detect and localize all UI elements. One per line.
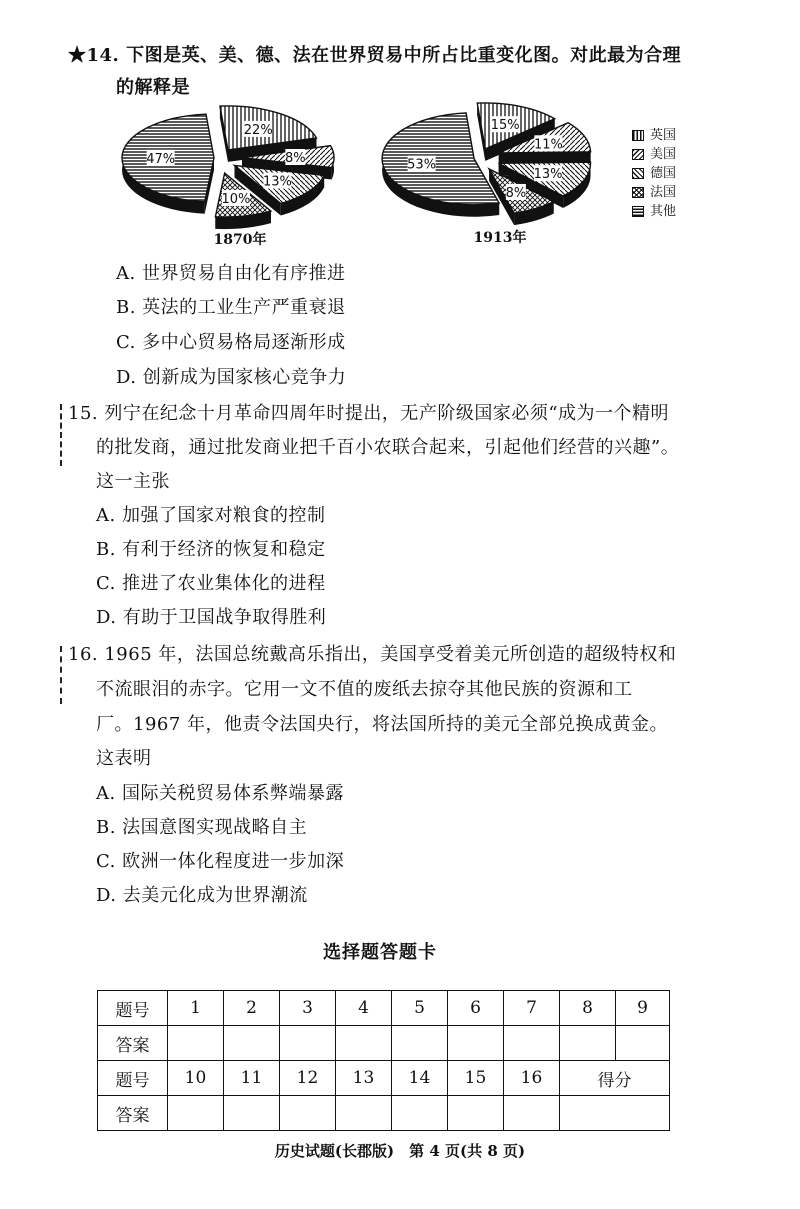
row-header-num: 题号 — [98, 1061, 168, 1096]
q-num-cell: 11 — [224, 1061, 280, 1096]
pie-1870 — [122, 106, 334, 229]
answer-cell[interactable] — [280, 1096, 336, 1131]
q-num-cell: 16 — [504, 1061, 560, 1096]
legend-item-de — [632, 164, 676, 183]
page-footer: 历史试题(长郡版) 第 4 页(共 8 页) — [274, 1142, 526, 1160]
row-header-answer: 答案 — [98, 1096, 168, 1131]
q16-stem-line2: 不流眼泪的赤字。它用一文不值的废纸去掠夺其他民族的资源和工 — [96, 679, 633, 700]
answer-cell[interactable] — [224, 1026, 280, 1061]
answer-row-nums-2 — [98, 1061, 670, 1096]
q14-stem-line1: ★14. 下图是英、美、德、法在世界贸易中所占比重变化图。对此最为合理 — [68, 45, 682, 66]
answer-cell[interactable] — [448, 1096, 504, 1131]
pie-0-label-other: 47% — [146, 151, 176, 167]
q16-option-b: B. 法国意图实现战略自主 — [96, 817, 308, 838]
q16-option-d: D. 去美元化成为世界潮流 — [96, 885, 308, 906]
q-num-cell: 5 — [392, 991, 448, 1026]
pie-1870-title: 1870年 — [213, 232, 267, 248]
answer-cell[interactable] — [504, 1096, 560, 1131]
q15-stem-line1: 15. 列宁在纪念十月革命四周年时提出，无产阶级国家必须“成为一个精明 — [68, 403, 670, 424]
answer-cell[interactable] — [336, 1026, 392, 1061]
pie-0-label-de: 13% — [262, 174, 292, 190]
legend-label-de: 德国 — [650, 166, 677, 181]
q16-stem-line4: 这表明 — [96, 748, 152, 769]
q14-option-b: B. 英法的工业生产严重衰退 — [116, 297, 346, 318]
q15-stem-line2: 的批发商，通过批发商业把千百小农联合起来，引起他们经营的兴趣”。 — [96, 437, 680, 458]
answer-row-nums-1 — [98, 991, 670, 1026]
legend-swatch-other — [632, 206, 644, 217]
q-num-cell: 3 — [280, 991, 336, 1026]
q15-option-c: C. 推进了农业集体化的进程 — [96, 573, 326, 594]
answer-cell[interactable] — [168, 1026, 224, 1061]
answer-card-title: 选择题答题卡 — [323, 942, 437, 963]
q15-dash-marker — [60, 404, 62, 466]
q-num-cell: 6 — [448, 991, 504, 1026]
answer-cell[interactable] — [168, 1096, 224, 1131]
pie-0-label-us: 8% — [285, 151, 306, 167]
q14-stem-line2: 的解释是 — [116, 77, 190, 98]
q16-option-c: C. 欧洲一体化程度进一步加深 — [96, 851, 345, 872]
score-cell[interactable] — [560, 1096, 670, 1131]
answer-card-table — [97, 990, 670, 1131]
answer-cell[interactable] — [336, 1096, 392, 1131]
pie-charts — [100, 100, 720, 250]
chart-legend — [632, 126, 676, 221]
pie-1-label-fr: 8% — [505, 185, 527, 201]
q15-option-a: A. 加强了国家对粮食的控制 — [96, 505, 326, 526]
answer-cell[interactable] — [616, 1026, 670, 1061]
q15-option-b: B. 有利于经济的恢复和稳定 — [96, 539, 326, 560]
answer-cell[interactable] — [392, 1096, 448, 1131]
answer-cell[interactable] — [224, 1096, 280, 1131]
q15-stem-line3: 这一主张 — [96, 471, 170, 492]
q-num-cell: 15 — [448, 1061, 504, 1096]
answer-cell[interactable] — [392, 1026, 448, 1061]
q14-option-d: D. 创新成为国家核心竞争力 — [116, 367, 347, 388]
pie-1913-title: 1913年 — [473, 230, 527, 246]
q-num-cell: 7 — [504, 991, 560, 1026]
legend-label-fr: 法国 — [650, 185, 677, 200]
row-header-num: 题号 — [98, 991, 168, 1026]
legend-item-fr — [632, 183, 676, 202]
q-num-cell: 4 — [336, 991, 392, 1026]
q-num-cell: 14 — [392, 1061, 448, 1096]
q16-dash-marker — [60, 646, 62, 704]
legend-item-other — [632, 202, 676, 221]
q-num-cell: 13 — [336, 1061, 392, 1096]
score-label-cell: 得分 — [560, 1061, 670, 1096]
legend-swatch-us — [632, 149, 644, 160]
q-num-cell: 1 — [168, 991, 224, 1026]
pie-1913 — [382, 103, 591, 225]
answer-row-answers-2 — [98, 1096, 670, 1131]
legend-swatch-uk — [632, 130, 644, 141]
q15-option-d: D. 有助于卫国战争取得胜利 — [96, 607, 327, 628]
answer-row-answers-1 — [98, 1026, 670, 1061]
answer-cell[interactable] — [448, 1026, 504, 1061]
legend-label-other: 其他 — [650, 204, 677, 219]
answer-cell[interactable] — [280, 1026, 336, 1061]
q16-stem-line1: 16. 1965 年，法国总统戴高乐指出，美国享受着美元所创造的超级特权和 — [68, 644, 677, 665]
pie-0-label-uk: 22% — [243, 122, 273, 138]
q14-option-c: C. 多中心贸易格局逐渐形成 — [116, 332, 346, 353]
legend-swatch-de — [632, 168, 644, 179]
legend-item-uk — [632, 126, 676, 145]
q-num-cell: 8 — [560, 991, 616, 1026]
answer-cell[interactable] — [504, 1026, 560, 1061]
q-num-cell: 9 — [616, 991, 670, 1026]
q16-option-a: A. 国际关税贸易体系弊端暴露 — [96, 783, 344, 804]
answer-cell[interactable] — [560, 1026, 616, 1061]
q16-stem-line3: 厂。1967 年，他责令法国央行，将法国所持的美元全部兑换成黄金。 — [96, 714, 669, 735]
legend-label-uk: 英国 — [650, 128, 677, 143]
q-num-cell: 12 — [280, 1061, 336, 1096]
legend-label-us: 美国 — [650, 147, 677, 162]
pie-1-label-uk: 15% — [490, 118, 520, 134]
q-num-cell: 10 — [168, 1061, 224, 1096]
legend-item-us — [632, 145, 676, 164]
q-num-cell: 2 — [224, 991, 280, 1026]
pie-0-label-fr: 10% — [221, 191, 251, 207]
pie-1-label-de: 13% — [533, 167, 563, 183]
q14-option-a: A. 世界贸易自由化有序推进 — [116, 263, 346, 284]
pie-1-label-other: 53% — [407, 157, 437, 173]
pie-1-label-us: 11% — [533, 137, 563, 153]
legend-swatch-fr — [632, 187, 644, 198]
row-header-answer: 答案 — [98, 1026, 168, 1061]
